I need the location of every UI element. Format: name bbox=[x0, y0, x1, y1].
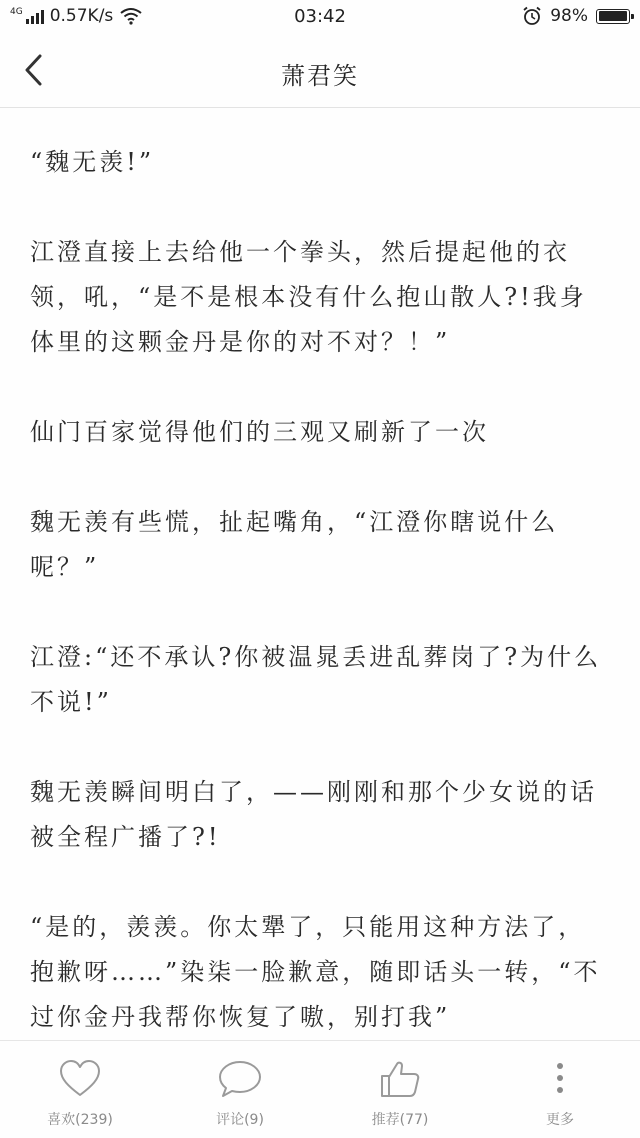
paragraph: “是的，羡羡。你太犟了，只能用这种方法了，抱歉呀……”染柒一脸歉意，随即话头一转，“不过你金丹我帮你恢复了嗷，别打我” bbox=[30, 913, 601, 1030]
paragraph: 魏无羡瞬间明白了，——刚刚和那个少女说的话被全程广播了?! bbox=[30, 778, 597, 851]
comment-button[interactable] bbox=[160, 1041, 320, 1138]
bottom-action-bar bbox=[0, 1040, 640, 1138]
battery-icon bbox=[596, 9, 630, 24]
battery-fill bbox=[599, 11, 627, 21]
status-bar bbox=[0, 0, 640, 32]
heart-icon bbox=[58, 1059, 102, 1099]
status-right bbox=[522, 0, 630, 32]
page-title: 萧君笑 bbox=[281, 62, 359, 90]
speech-bubble-icon bbox=[217, 1059, 263, 1099]
like-label: 喜欢(239) bbox=[47, 1112, 113, 1128]
thumbs-up-icon bbox=[378, 1059, 422, 1099]
like-button[interactable] bbox=[0, 1041, 160, 1138]
more-label: 更多 bbox=[546, 1112, 574, 1128]
network-gen: 4G bbox=[10, 7, 23, 17]
recommend-label: 推荐(77) bbox=[371, 1112, 429, 1128]
paragraph: 江澄直接上去给他一个拳头，然后提起他的衣领，吼，“是不是根本没有什么抱山散人?!我身体里的这颗金丹是你的对不对？！” bbox=[30, 238, 587, 356]
more-button[interactable] bbox=[480, 1041, 640, 1138]
alarm-icon bbox=[522, 6, 542, 26]
paragraph: 魏无羡有些慌，扯起嘴角，“江澄你瞎说什么呢？” bbox=[30, 508, 559, 581]
recommend-button[interactable] bbox=[320, 1041, 480, 1138]
article-body bbox=[30, 140, 612, 1030]
battery-percent: 98% bbox=[550, 6, 588, 26]
clock: 03:42 bbox=[294, 6, 346, 27]
nav-bar bbox=[0, 32, 640, 108]
vertical-dots-icon bbox=[550, 1059, 570, 1099]
paragraph: 仙门百家觉得他们的三观又刷新了一次 bbox=[30, 418, 489, 446]
network-speed: 0.57K/s bbox=[49, 6, 114, 26]
paragraph: “魏无羡!” bbox=[30, 148, 155, 176]
comment-label: 评论(9) bbox=[216, 1112, 264, 1128]
paragraph: 江澄:“还不承认?你被温晁丢进乱葬岗了?为什么不说!” bbox=[30, 643, 602, 716]
